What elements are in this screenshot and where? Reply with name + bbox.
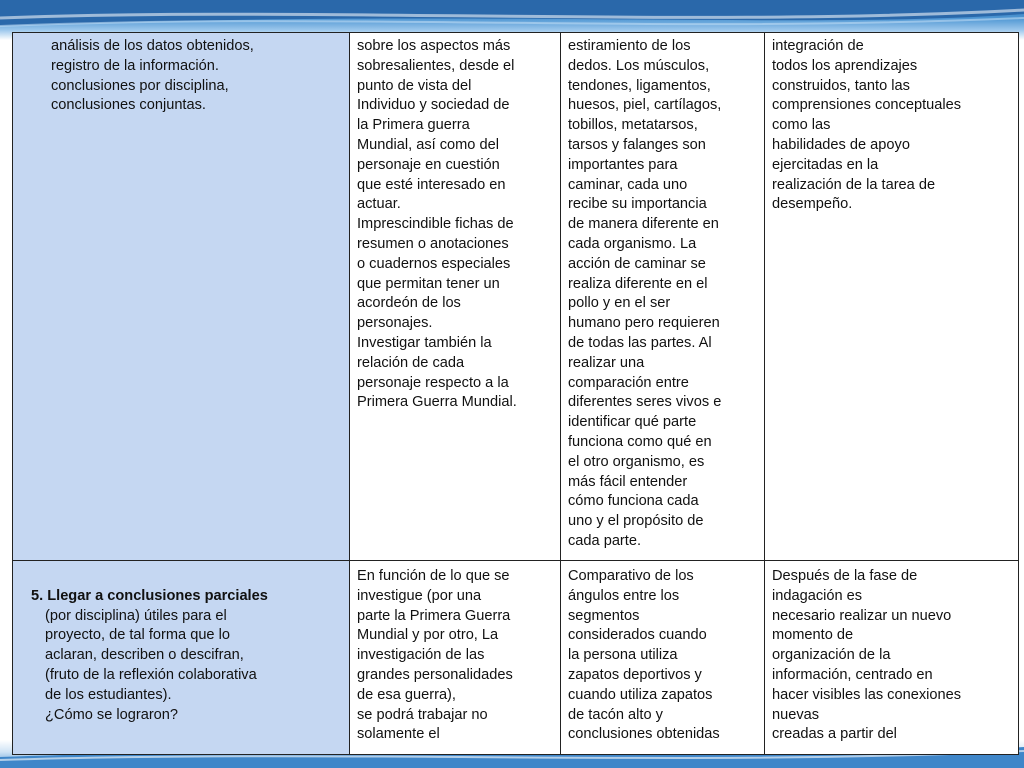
table-row bbox=[13, 561, 1019, 755]
step-description: (por disciplina) útiles para el proyecto, de tal forma que lo aclaran, describen o descifran, (fruto de la reflexión colaborativa de los estudiantes). ¿Cómo se lograron? bbox=[45, 607, 257, 723]
table-cell: En función de lo que se investigue (por una parte la Primera Guerra Mundial y por otro, La investigación de las grandes personalidades de esa guerra), se podrá trabajar no solamente el bbox=[350, 561, 561, 755]
table-cell: integración de todos los aprendizajes construidos, tanto las comprensiones conceptuales como las habilidades de apoyo ejercitadas en la realización de la tarea de desempeño. bbox=[765, 33, 1019, 561]
table-cell: análisis de los datos obtenidos, registro de la información. conclusiones por disciplina, conclusiones conjuntas. bbox=[13, 33, 350, 561]
table-cell: estiramiento de los dedos. Los músculos, tendones, ligamentos, huesos, piel, cartílagos, tobillos, metatarsos, tarsos y falanges son importantes para caminar, cada uno recibe su importancia de manera diferente en cada organismo. La acción de caminar se realiza diferente en el pollo y en el ser humano pero requieren de todas las partes. Al realizar una comparación entre diferentes seres vivos e identificar qué parte funciona como qué en el otro organismo, es más fácil entender cómo funciona cada uno y el propósito de cada parte. bbox=[561, 33, 765, 561]
table-cell: Después de la fase de indagación es necesario realizar un nuevo momento de organización de la información, centrado en hacer visibles las conexiones nuevas creadas a partir del bbox=[765, 561, 1019, 755]
table-cell: Comparativo de los ángulos entre los segmentos considerados cuando la persona utiliza zapatos deportivos y cuando utiliza zapatos de tacón alto y conclusiones obtenidas bbox=[561, 561, 765, 755]
planning-table bbox=[12, 32, 1019, 755]
table-row bbox=[13, 33, 1019, 561]
table-cell bbox=[13, 561, 350, 755]
table-cell: sobre los aspectos más sobresalientes, desde el punto de vista del Individuo y sociedad de la Primera guerra Mundial, así como del personaje en cuestión que esté interesado en actuar. Imprescindible fichas de resumen o anotaciones o cuadernos especiales que permitan tener un acordeón de los personajes. Investigar también la relación de cada personaje respecto a la Primera Guerra Mundial. bbox=[350, 33, 561, 561]
step-heading: 5. Llegar a conclusiones parciales bbox=[31, 587, 268, 604]
